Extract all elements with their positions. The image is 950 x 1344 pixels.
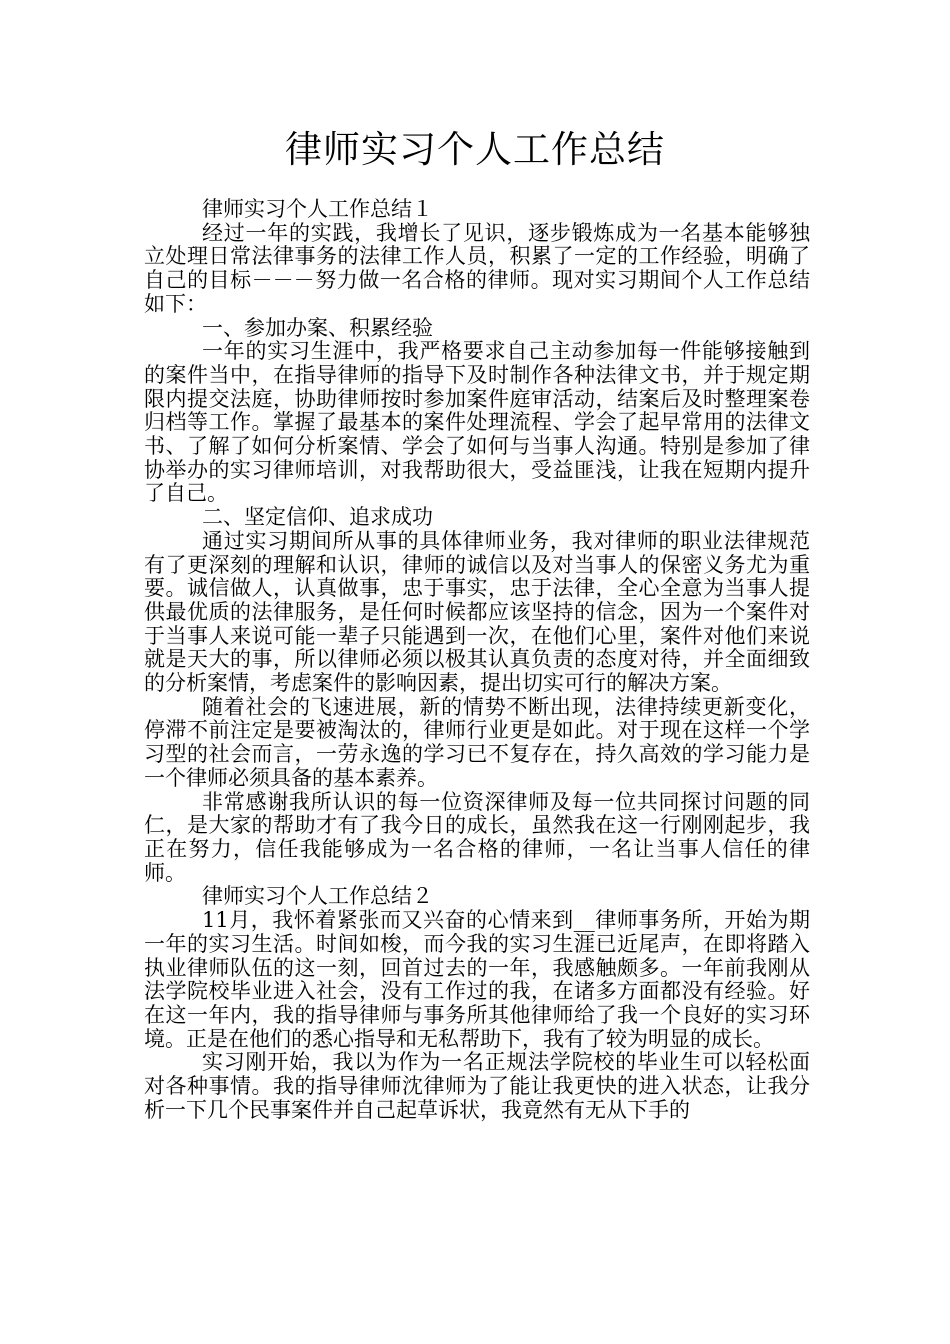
paragraph: 实习刚开始，我以为作为一名正规法学院校的毕业生可以轻松面对各种事情。我的指导律师沈律师为了能让我更快的进入状态，让我分析一下几个民事案件并自己起草诉状，我竟然有无从下手的 <box>144 1050 810 1122</box>
document-title: 律师实习个人工作总结 <box>285 128 665 171</box>
section-heading: 律师实习个人工作总结２ <box>202 884 433 909</box>
paragraph: 一年的实习生涯中，我严格要求自己主动参加每一件能够接触到的案件当中，在指导律师的指导下及时制作各种法律文书，并于规定期限内提交法庭，协助律师按时参加案件庭审活动，结案后及时整理案卷归档等工作。掌握了最基本的案件处理流程、学会了起早常用的法律文书、了解了如何分析案情、学会了如何与当事人沟通。特别是参加了律协举办的实习律师培训，对我帮助很大，受益匪浅，让我在短期内提升了自己。 <box>144 339 810 506</box>
section-heading: 一、参加办案、积累经验 <box>202 315 433 340</box>
paragraph: 通过实习期间所从事的具体律师业务，我对律师的职业法律规范有了更深刻的理解和认识，律师的诚信以及对当事人的保密义务尤为重要。诚信做人，认真做事，忠于事实，忠于法律，全心全意为当事人提供最优质的法律服务，是任何时候都应该坚持的信念，因为一个案件对于当事人来说可能一辈子只能遇到一次，在他们心里，案件对他们来说就是天大的事，所以律师必须以极其认真负责的态度对待，并全面细致的分析案情，考虑案件的影响因素，提出切实可行的解决方案。 <box>144 528 810 696</box>
paragraph: 经过一年的实践，我增长了见识，逐步锻炼成为一名基本能够独立处理日常法律事务的法律工作人员，积累了一定的工作经验，明确了自己的目标－－－努力做一名合格的律师。现对实习期间个人工作总结如下： <box>144 220 810 316</box>
section-heading: 律师实习个人工作总结１ <box>202 197 433 221</box>
paragraph: 随着社会的飞速进展，新的情势不断出现，法律持续更新变化，停滞不前注定是要被淘汰的，律师行业更是如此。对于现在这样一个学习型的社会而言，一劳永逸的学习已不复存在，持久高效的学习能力是一个律师必须具备的基本素养。 <box>144 694 810 790</box>
paragraph: 非常感谢我所认识的每一位资深律师及每一位共同探讨问题的同仁，是大家的帮助才有了我今日的成长，虽然我在这一行刚刚起步，我正在努力，信任我能够成为一名合格的律师，一名让当事人信任的律师。 <box>144 789 810 885</box>
document-body <box>144 198 810 1122</box>
paragraph: 11月，我怀着紧张而又兴奋的心情来到__律师事务所，开始为期一年的实习生活。时间如梭，而今我的实习生涯已近尾声，在即将踏入执业律师队伍的这一刻，回首过去的一年，我感触颇多。一年前我刚从法学院校毕业进入社会，没有工作过的我，在诸多方面都没有经验。好在这一年内，我的指导律师与事务所其他律师给了我一个良好的实习环境。正是在他们的悉心指导和无私帮助下，我有了较为明显的成长。 <box>144 908 810 1051</box>
section-heading: 二、坚定信仰、追求成功 <box>202 505 433 530</box>
